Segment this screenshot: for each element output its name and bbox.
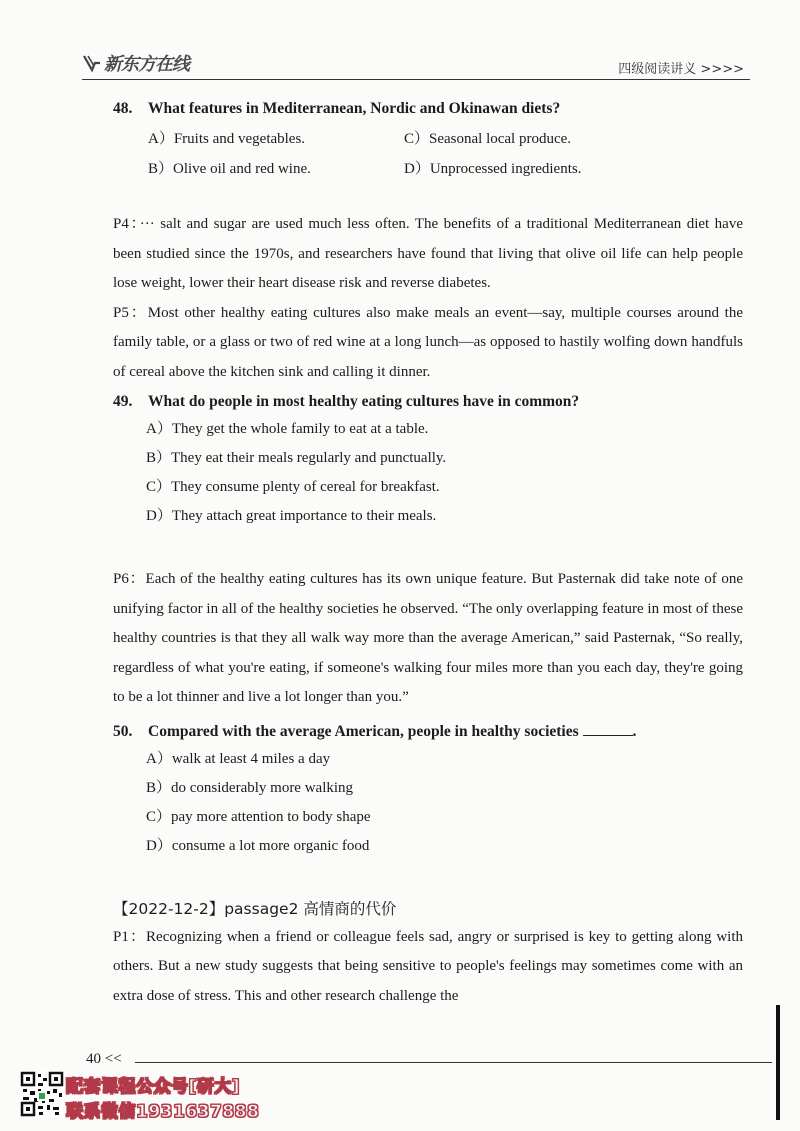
header-divider: [82, 79, 750, 80]
question-48-options: [148, 128, 743, 180]
paragraph-p5: P5：Most other healthy eating cultures also make meals an event—say, multiple courses around the family table, or a glass or two of red wine at a long lunch—as opposed to hastily wolfing down handfuls of cereal above the kitchen sink and calling it dinner.: [113, 304, 743, 380]
question-49-options: [113, 415, 743, 531]
promo-line-1: 配套课程公众号[研大]: [66, 1077, 241, 1097]
qr-code-icon: [20, 1071, 64, 1117]
answer-blank: [583, 721, 633, 736]
option-d: D）consume a lot more organic food: [146, 837, 370, 854]
scan-edge: [776, 1005, 780, 1120]
option-b: B）do considerably more walking: [146, 779, 354, 796]
option-d: D）Unprocessed ingredients.: [404, 161, 582, 177]
logo: [82, 50, 189, 76]
option-a: A）Fruits and vegetables.: [148, 131, 306, 147]
question-49: [113, 391, 743, 413]
logo-icon: [82, 53, 102, 73]
paragraph-p1: P1：Recognizing when a friend or colleague feels sad, angry or surprised is key to getting along with others. But a new study suggests that being sensitive to people's feelings may sometimes come with an extra dose of stress. This and other research challenge the: [113, 928, 743, 1004]
question-end: .: [632, 722, 637, 740]
option-c: C）They consume plenty of cereal for breakfast.: [146, 479, 440, 495]
question-50-options: [113, 745, 743, 861]
question-text: Compared with the average American, people in healthy societies: [148, 722, 579, 740]
question-48: [113, 98, 743, 120]
section-title: 【2022-12-2】passage2 高情商的代价: [113, 899, 397, 918]
option-c: C）pay more attention to body shape: [146, 808, 371, 825]
header-title: 四级阅读讲义 >>>>: [618, 62, 744, 77]
question-number: 48.: [113, 100, 133, 117]
question-text: What features in Mediterranean, Nordic and Okinawan diets?: [148, 100, 561, 117]
option-b: B）Olive oil and red wine.: [148, 161, 311, 177]
question-number: 49.: [113, 393, 133, 410]
paragraph-p6: P6：Each of the healthy eating cultures has its own unique feature. But Pasternak did take note of one unifying factor in all of the healthy societies he observed. “The only overlapping feature in most of these healthy countries is that they all walk way more than the average American,” said Pasternak, “So really, regardless of what you're eating, if someone's walking four miles more than you each day, they're going to be a lot thinner and live a lot longer than you.”: [113, 571, 743, 705]
question-number: 50.: [113, 722, 133, 740]
question-text: What do people in most healthy eating cultures have in common?: [148, 393, 580, 410]
option-d: D）They attach great importance to their meals.: [146, 508, 437, 524]
option-a: A）walk at least 4 miles a day: [146, 750, 331, 767]
option-a: A）They get the whole family to eat at a table.: [146, 421, 429, 437]
promo-line-2: 联系微信1931637888: [66, 1102, 260, 1122]
question-50: [113, 721, 743, 743]
logo-text: 新东方在线: [104, 54, 189, 75]
footer-divider: [135, 1062, 772, 1063]
option-c: C）Seasonal local produce.: [404, 131, 572, 147]
page-number: 40 <<: [86, 1051, 122, 1067]
page-header: [82, 44, 750, 80]
option-b: B）They eat their meals regularly and punctually.: [146, 450, 447, 466]
paragraph-p4: P4：··· salt and sugar are used much less often. The benefits of a traditional Mediterranean diet have been studied since the 1970s, and researchers have found that living that olive oil life can help people lose weight, lower their heart disease risk and reverse diabetes.: [113, 216, 743, 291]
page-content: [113, 98, 743, 1011]
